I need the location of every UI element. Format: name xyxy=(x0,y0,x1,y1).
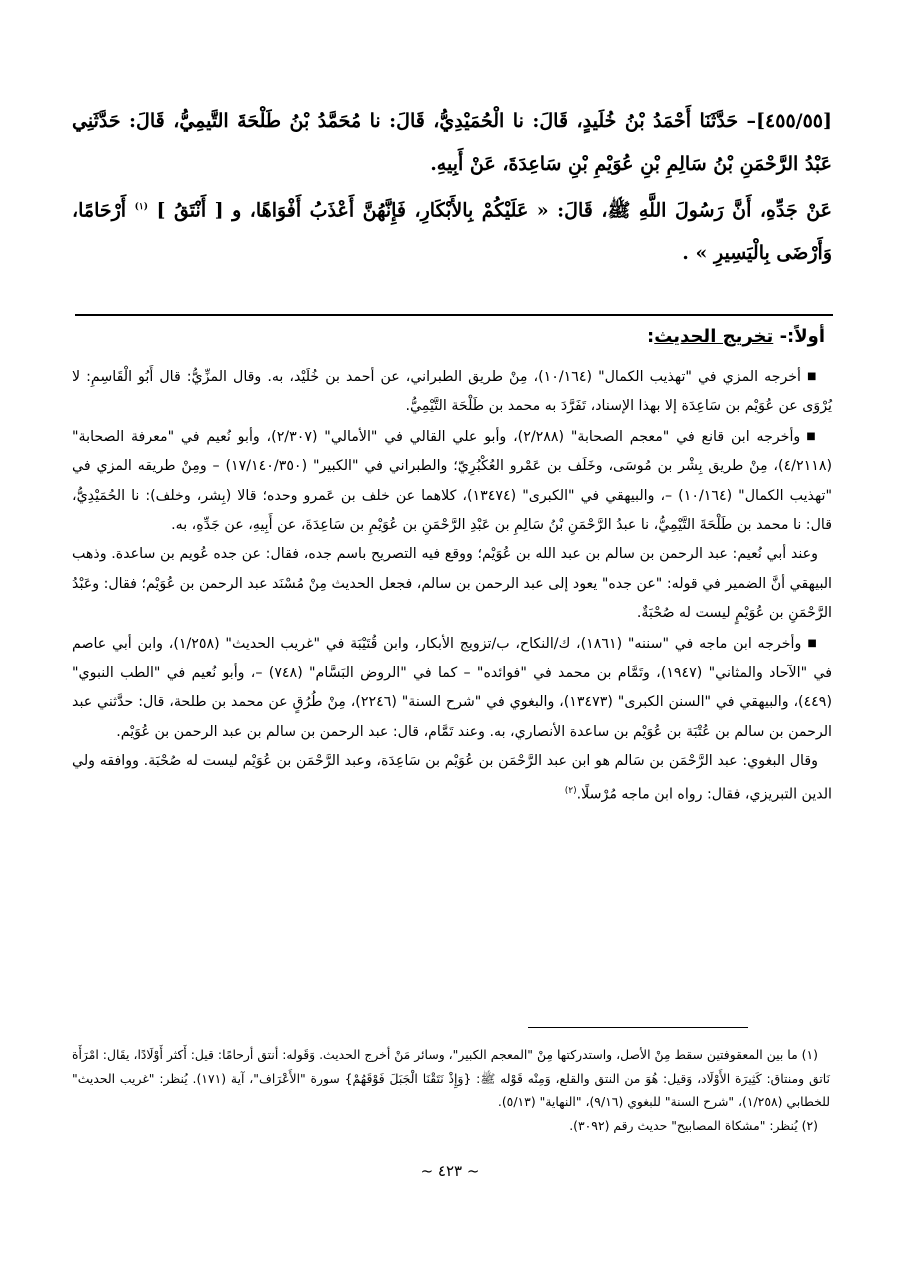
takhrij-paragraph-2: ■وأخرجه ابن قانع في "معجم الصحابة" (٢/٢٨٨)، وأبو علي القالي في "الأمالي" (٢/٣٠٧)، وأبو نُعيم في "معرفة الصحابة" (٤/٢١١٨)، مِنْ طريق بِشْر بن مُوسَى، وخَلَف بن عَمْرو العُكْبُرِيّ؛ والطبراني في "الكبير" (١٧/١٤٠/٣٥٠) – ومِنْ طريقه المزي في "تهذيب الكمال" (١٠/١٦٤) –، والبيهقي في "الكبرى" (١٣٤٧٤)، كلاهما عن خلف بن عَمرو وحده؛ قالا (بِشر، وخلف): نا الحُمَيْدِيُّ، قال: نا محمد بن طَلْحَةَ التَّيْمِيُّ، نا عبدُ الرَّحْمَنِ بْنُ سَالِمِ بن عَبْدِ الرَّحْمَنِ بن عُوَيْمِ بن سَاعِدَةَ، عن أَبِيهِ، عن جَدِّهِ، به. xyxy=(72,428,832,534)
footnote-reference-1: (١) xyxy=(134,202,148,212)
hadith-isnad: [٤٥٥/٥٥]– حَدَّثَنَا أَحْمَدُ بْنُ خُلَيدٍ، قَالَ: نا الْحُمَيْدِيُّ، قَالَ: نا مُحَمَّدُ بْنُ طَلْحَةَ التَّيمِيُّ، قَالَ: حَدَّثَنِي عَبْدُ الرَّحْمَنِ بْنُ سَالِمِ بْنِ عُوَيْمِ بْنِ سَاعِدَةَ، عَنْ أَبِيهِ. xyxy=(72,110,832,175)
section-divider xyxy=(75,314,833,316)
takhrij-paragraph-5: وقال البغوي: عبد الرَّحْمَن بن سَالم هو ابن عبد الرَّحْمَن بن عُوَيْم بن سَاعِدَة، وعبد الرَّحْمَن بن عُوَيْم ليست له صُحْبَة. ووافقه ولي الدين التبريزي، فقال: رواه ابن ماجه مُرْسلًا.$^{(٢)}$ xyxy=(72,753,832,803)
square-bullet-icon: ■ xyxy=(807,371,818,382)
section-heading-title: تخريج الحديث xyxy=(654,326,774,347)
hadith-matn-end: أَرْحَامًا، وَأَرْضَى بِالْيَسِيرِ » . xyxy=(72,199,832,265)
takhrij-body xyxy=(72,362,832,810)
takhrij-paragraph-4: ■وأخرجه ابن ماجه في "سننه" (١٨٦١)، ك/النكاح، ب/تزويج الأبكار، وابن قُتَيْبَة في "غريب الحديث" (١/٢٥٨)، وابن أبي عاصم في "الآحاد والمثاني" (١٩٤٧)، وتَمَّام بن محمد في "فوائده" – كما في "الروض البَسَّام" (٧٤٨) –، وأبو نُعيم في "الطب النبوي" (٤٤٩)، والبيهقي في "السنن الكبرى" (١٣٤٧٣)، والبغوي في "شرح السنة" (٢٢٤٦)، مِنْ طُرُقٍ عن محمد بن طلحة، قال: حدَّثني عبد الرحمن بن سالم بن عُتْبَة بن عُوَيْم بن ساعدة الأنصاري، به. وعند تَمَّام، قال: عبد الرحمن بن سالم بن عبد الرحمن بن عُوَيْم. xyxy=(72,635,833,740)
footnote-reference-2: (٢) xyxy=(564,785,577,796)
square-bullet-icon: ■ xyxy=(806,430,818,442)
footnote-divider xyxy=(528,1027,748,1028)
footnote-1: (١) ما بين المعقوفتين سقط مِنْ الأصل، واستدركتها مِنْ "المعجم الكبير"، وسائر مَنْ أخرج الحديث. وَقَوله: أنتق أرحامًا: قيل: أَكثر أَوْلَادًا، يقَال: امْرَأَة نَاتق ومنتاق: كَثِيرَة الأَوْلَاد، وَقيل: هُوَ من النتق والقلع، وَمِنْه قَوْله ﷺ: {وَإِذْ نَتَقْنَا الْجَبَلَ فَوْقَهُمْ} سورة "الأَعْرَاف"، آية (١٧١). يُنظر: "غريب الحديث" للخطابي (١/٢٥٨)، "شرح السنة" للبغوي (٩/١٦)، "النهاية" (٥/١٣). xyxy=(72,1047,830,1110)
takhrij-paragraph-1: ■أخرجه المزي في "تهذيب الكمال" (١٠/١٦٤)، مِنْ طريق الطبراني، عن أحمد بن خُلَيْد، به. وقال المزِّيُّ: قال أَبُو الْقَاسِمِ: لا يُرْوَى عن عُوَيْم بن سَاعِدَة إلا بهذا الإسناد، تَفَرَّدَ به محمد بن طَلْحَة التَّيْمِيُّ. xyxy=(72,369,832,415)
hadith-matn-text: عَنْ جَدِّهِ، أَنَّ رَسُولَ اللَّهِ ﷺ، قَالَ: « عَلَيْكُمْ بِالأَبْكَارِ، فَإِنَّهُنَّ أَعْذَبُ أَفْوَاهًا، و [ أَنْتَقُ ] xyxy=(147,199,833,222)
page-number: ~ ٤٢٣ ~ xyxy=(420,1162,480,1180)
section-heading-prefix: أولاً:- xyxy=(773,326,825,347)
takhrij-paragraph-3: وعند أبي نُعيم: عبد الرحمن بن سالم بن عبد الله بن عُوَيْم؛ ووقع فيه التصريح باسم جده، فقال: عن جده عُويم بن ساعدة. وذهب البيهقي أنَّ الضمير في قوله: "عن جده" يعود إلى عبد الرحمن بن سالم، فجعل الحديث مِنْ مُسْنَد عبد الرحمن بن عُوَيْم؛ فقال: وعَبْدُ الرَّحْمَنِ بن عُوَيْمٍ ليست له صُحْبَةٌ. xyxy=(72,546,832,622)
footnotes xyxy=(72,1043,830,1137)
section-heading xyxy=(647,326,825,347)
hadith-text xyxy=(72,100,832,275)
section-heading-suffix: : xyxy=(647,326,655,347)
footnote-2: (٢) يُنظر: "مشكاة المصابيح" حديث رقم (٣٠٩٢). xyxy=(569,1117,818,1133)
square-bullet-icon: ■ xyxy=(807,637,819,649)
hadith-matn xyxy=(72,186,832,275)
